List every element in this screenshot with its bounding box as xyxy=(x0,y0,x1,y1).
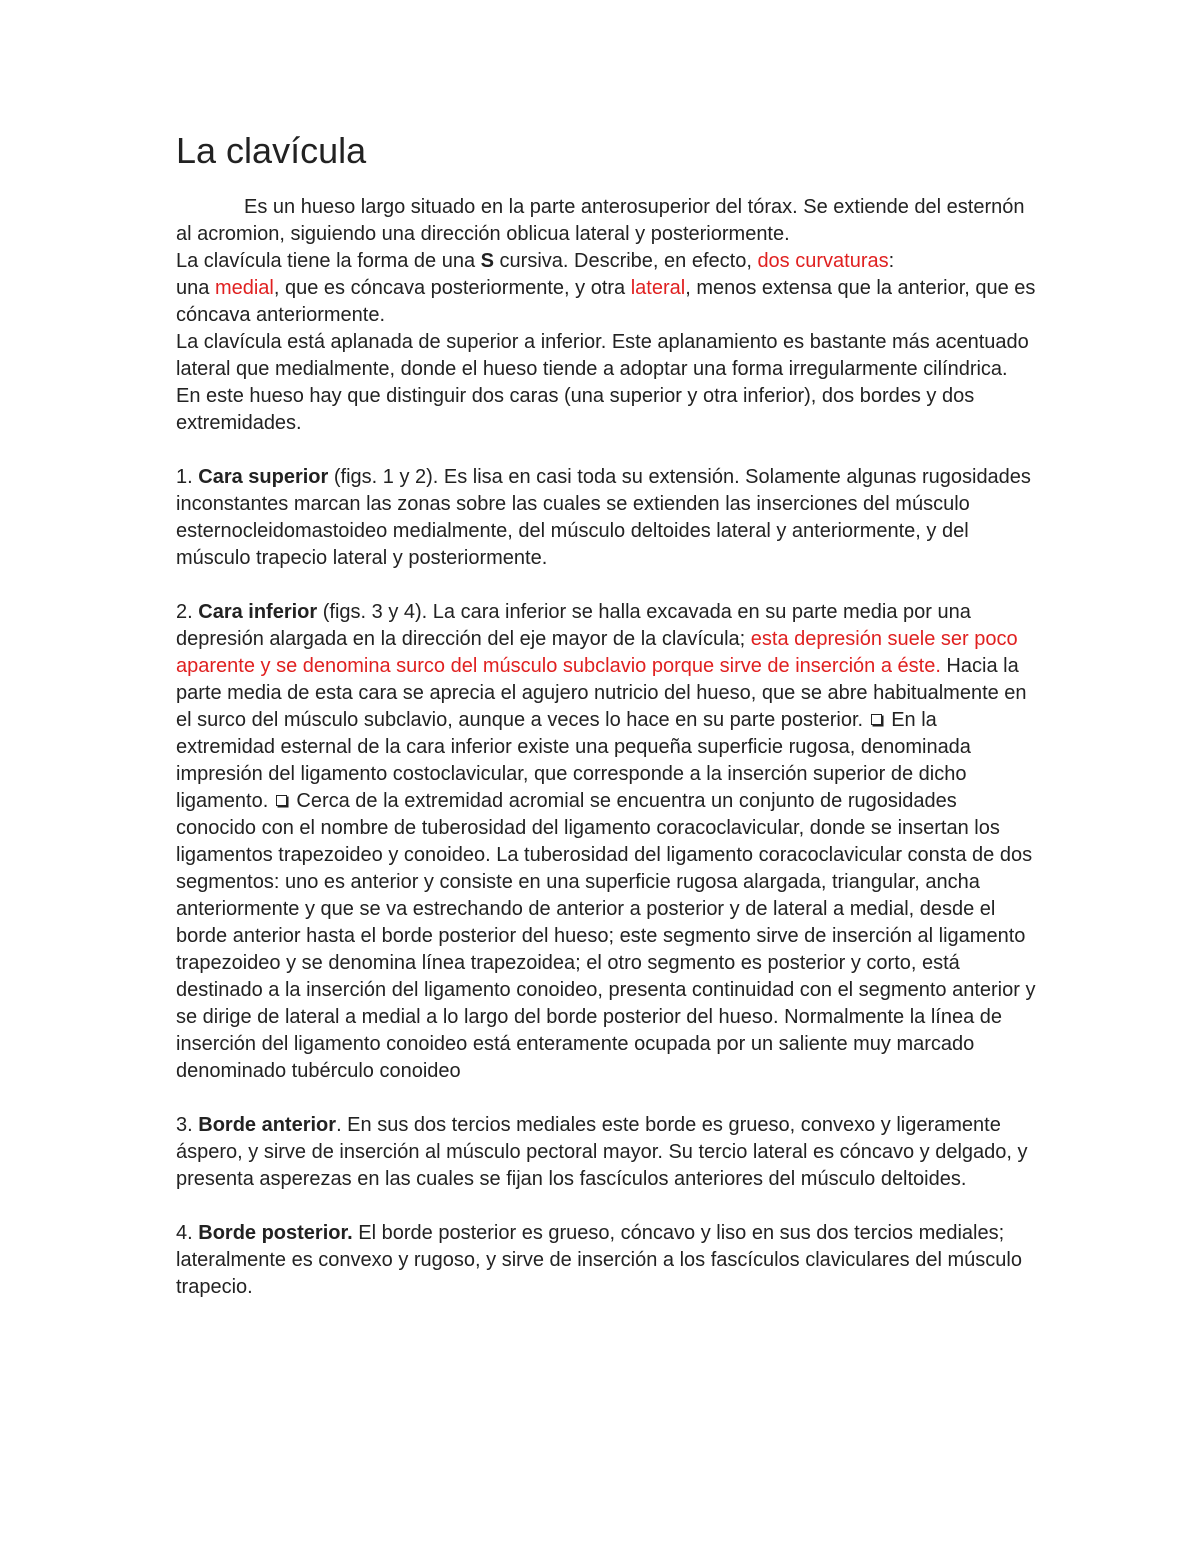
section-text-c: En la extremidad esternal de la cara inferior existe una pequeña superficie rugosa, denominada impresión del ligamento costoclavicular, que corresponde a la inserción superior de dicho ligamento. xyxy=(176,709,971,812)
intro-section xyxy=(176,194,1036,437)
intro-text-2c: : xyxy=(888,250,895,272)
intro-paragraph-4: La clavícula está aplanada de superior a inferior. Este aplanamiento es bastante más acentuado lateral que medialmente, donde el hueso tiende a adoptar una forma irregularmente cilíndrica. En este hueso hay que distinguir dos caras (una superior y otra inferior), dos bordes y dos extremidades. xyxy=(176,331,1029,434)
intro-paragraph-1 xyxy=(176,194,1036,248)
highlight-lateral: lateral xyxy=(630,277,686,299)
intro-text-2a: La clavícula tiene la forma de una xyxy=(176,250,481,272)
intro-text-2b: cursiva. Describe, en efecto, xyxy=(493,250,758,272)
intro-paragraph-2 xyxy=(176,248,1036,329)
section-borde-anterior xyxy=(176,1112,1036,1193)
section-number: 2. xyxy=(176,601,199,623)
section-cara-inferior xyxy=(176,599,1036,1085)
section1-paragraph xyxy=(176,464,1036,572)
section-text-d: Cerca de la extremidad acromial se encuentra un conjunto de rugosidades conocido con el nombre de tuberosidad del ligamento coracoclavicular, donde se insertan los ligamentos trapezoideo y conoideo. La tuberosidad del ligamento coracoclavicular consta de dos segmentos: uno es anterior y consiste en una superficie rugosa alargada, triangular, ancha anteriormente y que se va estrechando de anterior a posterior y de lateral a medial, desde el borde anterior hasta el borde posterior del hueso; este segmento sirve de inserción al ligamento trapezoideo y se denomina línea trapezoidea; el otro segmento es posterior y corto, está destinado a la inserción del ligamento conoideo, presenta continuidad con el segmento anterior y se dirige de lateral a medial a lo largo del borde posterior del hueso. Normalmente la línea de inserción del ligamento conoideo está enteramente ocupada por un saliente muy marcado denominado tubérculo conoideo xyxy=(176,790,1036,1082)
intro-text-3a: una xyxy=(176,277,215,299)
section-heading: Borde anterior xyxy=(198,1114,337,1136)
section-text-a: (figs. 3 y 4). La cara inferior se halla excavada en su parte media por una depresión alargada en la dirección del eje mayor de la clavícula; xyxy=(176,601,971,650)
section2-paragraph xyxy=(176,599,1036,1085)
section-heading: Borde posterior. xyxy=(198,1222,353,1244)
document-page xyxy=(176,130,1036,1328)
section-number: 1. xyxy=(176,466,199,488)
section-heading: Cara inferior xyxy=(198,601,318,623)
section-text: (figs. 1 y 2). Es lisa en casi toda su extensión. Solamente algunas rugosidades inconstantes marcan las zonas sobre las cuales se extienden las inserciones del músculo esternocleidomastoideo medialmente, del músculo deltoides lateral y anteriormente, y del músculo trapecio lateral y posteriormente. xyxy=(176,466,1031,569)
intro-text-3c: , menos extensa que la anterior, que es cóncava anteriormente. xyxy=(176,277,1036,326)
checkbox-bullet-icon xyxy=(871,714,882,725)
s-letter: S xyxy=(480,250,494,272)
section-heading: Cara superior xyxy=(198,466,329,488)
intro-text-1: Es un hueso largo situado en la parte anterosuperior del tórax. Se extiende del esternón al acromion, siguiendo una dirección oblicua lateral y posteriormente. xyxy=(176,196,1025,245)
section-number: 4. xyxy=(176,1222,199,1244)
document-title: La clavícula xyxy=(176,130,367,171)
section3-paragraph xyxy=(176,1112,1036,1193)
section4-paragraph xyxy=(176,1220,1036,1301)
section-text: . En sus dos tercios mediales este borde es grueso, convexo y ligeramente áspero, y sirve de inserción al músculo pectoral mayor. Su tercio lateral es cóncavo y delgado, y presenta asperezas en las cuales se fijan los fascículos anteriores del músculo deltoides. xyxy=(176,1114,1028,1190)
checkbox-bullet-icon xyxy=(276,795,287,806)
highlight-dos-curvaturas: dos curvaturas xyxy=(757,250,889,272)
highlight-surco-subclavio: esta depresión suele ser poco aparente y se denomina surco del músculo subclavio porque sirve de inserción a éste. xyxy=(176,628,1018,677)
highlight-medial: medial xyxy=(214,277,274,299)
section-cara-superior xyxy=(176,464,1036,572)
section-text-b: Hacia la parte media de esta cara se aprecia el agujero nutricio del hueso, que se abre habitualmente en el surco del músculo subclavio, aunque a veces lo hace en su parte posterior. xyxy=(176,655,1027,731)
section-text: El borde posterior es grueso, cóncavo y liso en sus dos tercios mediales; lateralmente es convexo y rugoso, y sirve de inserción a los fascículos claviculares del músculo trapecio. xyxy=(176,1222,1022,1298)
section-borde-posterior xyxy=(176,1220,1036,1301)
section-number: 3. xyxy=(176,1114,199,1136)
intro-text-3b: , que es cóncava posteriormente, y otra xyxy=(273,277,631,299)
